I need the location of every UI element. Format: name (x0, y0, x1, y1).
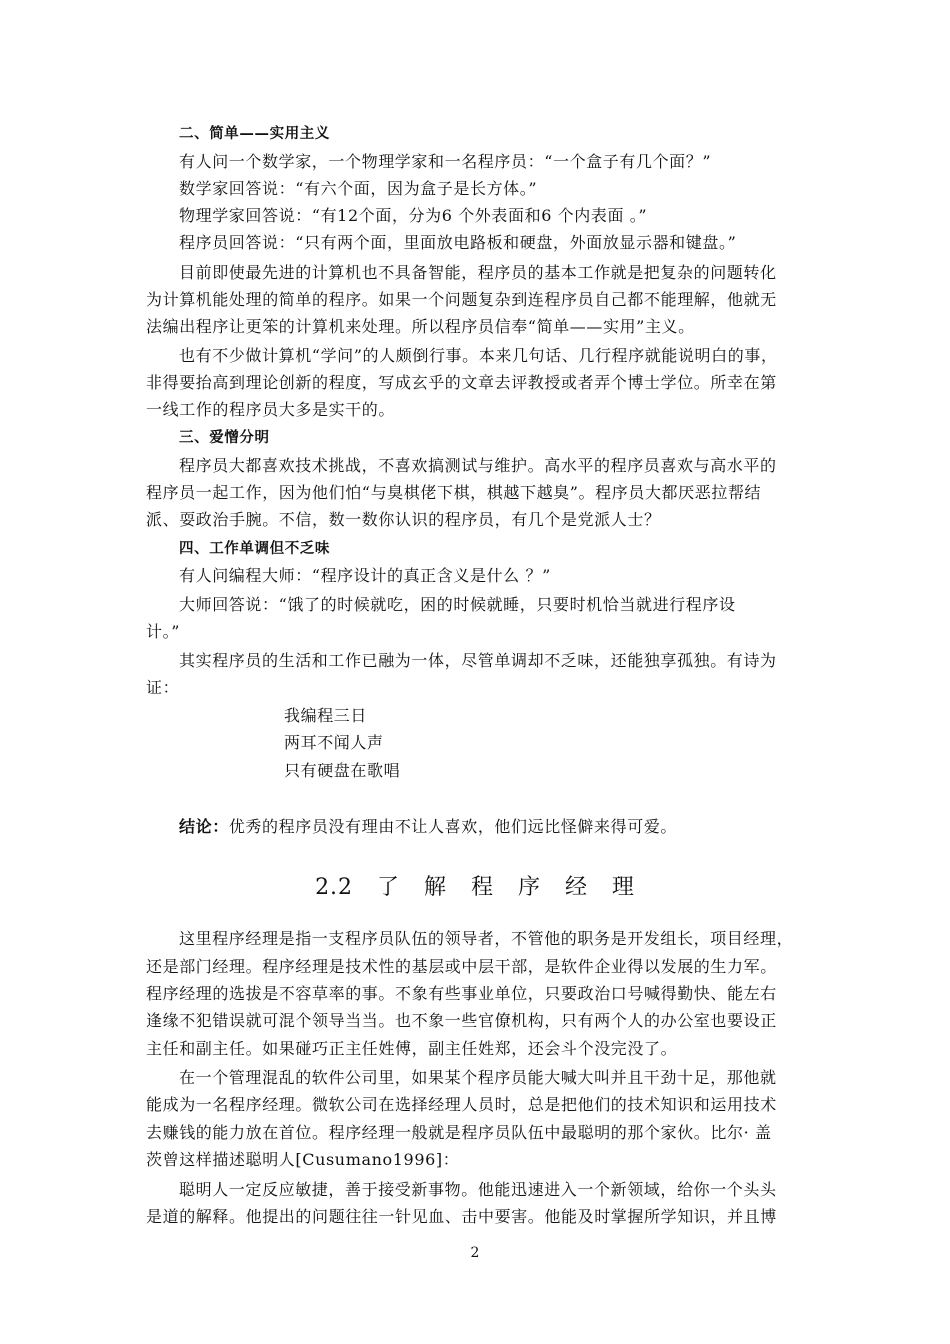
paragraph-line: 程序员回答说：“只有两个面，里面放电路板和硬盘，外面放显示器和键盘。” (179, 233, 737, 252)
poem-line: 只有硬盘在歌唱 (284, 761, 401, 780)
paragraph-line: 数学家回答说：“有六个面，因为盒子是长方体。” (179, 179, 538, 198)
paragraph-line: 还是部门经理。程序经理是技术性的基层或中层干部，是软件企业得以发展的生力军。 (146, 957, 777, 976)
paragraph-line: 这里程序经理是指一支程序员队伍的领导者，不管他的职务是开发组长，项目经理， (179, 929, 794, 948)
paragraph-line: 其实程序员的生活和工作已融为一体，尽管单调却不乏味，还能独享孤独。有诗为 (179, 651, 777, 670)
paragraph-line: 茨曾这样描述聪明人[Cusumano1996]： (146, 1150, 460, 1169)
paragraph-line: 在一个管理混乱的软件公司里，如果某个程序员能大喊大叫并且干劲十足，那他就 (179, 1068, 777, 1087)
conclusion-label: 结论： (179, 817, 229, 836)
paragraph-line: 为计算机能处理的简单的程序。如果一个问题复杂到连程序员自己都不能理解，他就无 (146, 290, 777, 309)
conclusion-text: 优秀的程序员没有理由不让人喜欢，他们远比怪僻来得可爱。 (228, 817, 678, 836)
conclusion (179, 817, 849, 837)
paragraph-line: 有人问一个数学家，一个物理学家和一名程序员：“一个盒子有几个面？” (179, 152, 712, 171)
paragraph-line: 逢缘不犯错误就可混个领导当当。也不象一些官僚机构，只有两个人的办公室也要设正 (146, 1011, 777, 1030)
poem-line: 两耳不闻人声 (284, 733, 384, 752)
paragraph-line: 聪明人一定反应敏捷，善于接受新事物。他能迅速进入一个新领域，给你一个头头 (179, 1180, 777, 1199)
paragraph-line: 物理学家回答说：“有12个面，分为6 个外表面和6 个内表面 。” (179, 206, 648, 225)
paragraph-line: 有人问编程大师：“程序设计的真正含义是什么 ？” (179, 566, 551, 585)
paragraph-line: 程序员一起工作，因为他们怕“与臭棋佬下棋，棋越下越臭”。程序员大都厌恶拉帮结 (146, 483, 762, 502)
paragraph-line: 也有不少做计算机“学问”的人颇倒行事。本来几句话、几行程序就能说明白的事， (179, 346, 778, 365)
paragraph-line: 一线工作的程序员大多是实干的。 (146, 400, 396, 419)
section-heading-simple-practical: 二、简单——实用主义 (179, 126, 330, 142)
paragraph-line: 程序经理的选拔是不容草率的事。不象有些事业单位，只要政治口号喊得勤快、能左右 (146, 984, 777, 1003)
paragraph-line: 计。” (146, 622, 180, 641)
chapter-title: 2.2 了 解 程 序 经 理 (315, 875, 635, 900)
page-number: 2 (470, 1245, 480, 1261)
paragraph-line: 主任和副主任。如果碰巧正主任姓傅，副主任姓郑，还会斗个没完没了。 (146, 1039, 678, 1058)
paragraph-line: 程序员大都喜欢技术挑战，不喜欢搞测试与维护。高水平的程序员喜欢与高水平的 (179, 456, 777, 475)
paragraph-line: 法编出程序让更笨的计算机来处理。所以程序员信奉“简单——实用”主义。 (146, 317, 695, 336)
section-heading-love-hate: 三、爱憎分明 (179, 430, 270, 446)
paragraph-line: 目前即使最先进的计算机也不具备智能，程序员的基本工作就是把复杂的问题转化 (179, 263, 777, 282)
paragraph-line: 是道的解释。他提出的问题往往一针见血、击中要害。他能及时掌握所学知识，并且博 (146, 1207, 777, 1226)
paragraph-line: 大师回答说：“饿了的时候就吃，困的时候就睡，只要时机恰当就进行程序设 (179, 595, 736, 614)
section-heading-monotonous-work: 四、工作单调但不乏味 (179, 541, 330, 557)
paragraph-line: 非得要抬高到理论创新的程度，写成玄乎的文章去评教授或者弄个博士学位。所幸在第 (146, 373, 777, 392)
paragraph-line: 去赚钱的能力放在首位。程序经理一般就是程序员队伍中最聪明的那个家伙。比尔· 盖 (146, 1123, 772, 1142)
poem-line: 我编程三日 (284, 706, 368, 725)
paragraph-line: 派、耍政治手腕。不信，数一数你认识的程序员，有几个是党派人士？ (146, 510, 661, 529)
paragraph-line: 证： (146, 678, 180, 697)
paragraph-line: 能成为一名程序经理。微软公司在选择经理人员时，总是把他们的技术知识和运用技术 (146, 1095, 777, 1114)
